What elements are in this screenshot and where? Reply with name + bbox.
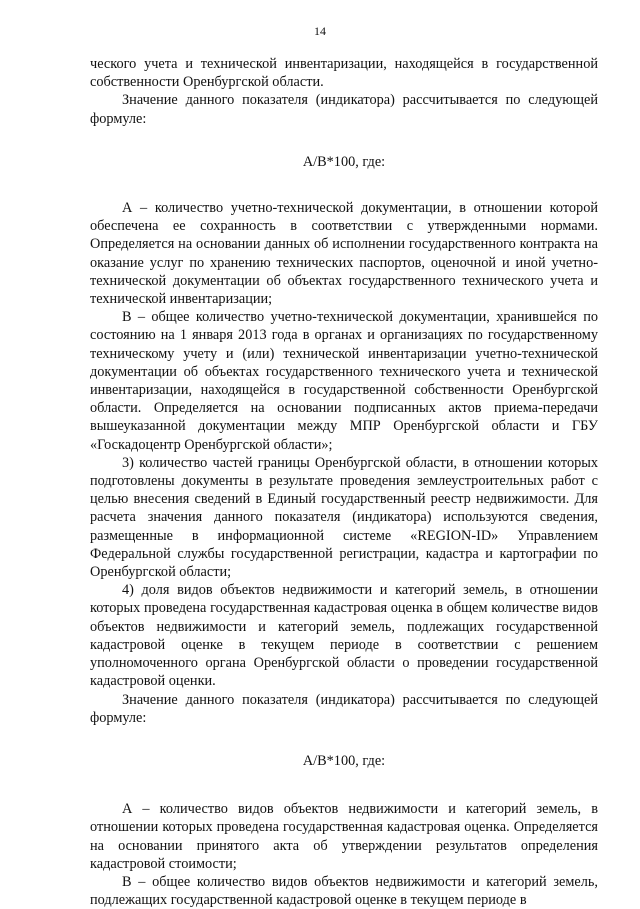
document-body bbox=[90, 55, 598, 909]
paragraph-definition-a-2: А – количество видов объектов недвижимости и категорий земель, в отношении которых проведена государственная кадастровая оценка. Определяется на основании принятого акта об утверждении результатов определения кадастровой стоимости; bbox=[90, 801, 598, 872]
paragraph-continuation: ческого учета и технической инвентаризации, находящейся в государственной собственности Оренбургской области. bbox=[90, 56, 598, 91]
paragraph-item-4: 4) доля видов объектов недвижимости и категорий земель, в отношении которых проведена государственная кадастровая оценка в общем количестве видов объектов недвижимости и категорий земель, подлежащих государственной кадастровой оценке в текущем периоде в соответствии с решением уполномоченного органа Оренбургской области о проведении государственной кадастровой оценки. bbox=[90, 582, 598, 690]
formula: А/В*100, где: bbox=[302, 153, 386, 170]
paragraph-definition-b: В – общее количество учетно-технической документации, хранившейся по состоянию на 1 января 2013 года в органах и организациях по государственному техническому учету и (или) технической инвентаризации учетно-технической документации об объектах государственного технического учета и технической инвентаризации, находящейся в государственной собственности Оренбургской области. Определяется на основании подписанных актов приема-передачи вышеуказанной документации между МПР Оренбургской области и ГБУ «Госкадоцентр Оренбургской области»; bbox=[90, 309, 598, 453]
paragraph-formula-intro-2: Значение данного показателя (индикатора) рассчитывается по следующей формуле: bbox=[90, 691, 598, 726]
paragraph-definition-a: А – количество учетно-технической документации, в отношении которой обеспечена ее сохранность в соответствии с утвержденными нормами. Определяется на основании данных об исполнении государственного контракта на оказание услуг по хранению технических паспортов, оценочной и иной учетно-технической документации об объектах государственного технического учета и технической инвентаризации; bbox=[90, 200, 598, 308]
paragraph-formula-intro: Значение данного показателя (индикатора) рассчитывается по следующей формуле: bbox=[90, 92, 598, 127]
paragraph-definition-b-2: В – общее количество видов объектов недвижимости и категорий земель, подлежащих государственной кадастровой оценке в текущем периоде в bbox=[90, 873, 598, 909]
formula-2: А/В*100, где: bbox=[302, 752, 386, 769]
page-number: 14 bbox=[314, 24, 326, 38]
paragraph-item-3: 3) количество частей границы Оренбургской области, в отношении которых подготовлены документы в результате проведения землеустроительных работ с целью внесения сведений в Единый государственный реестр недвижимости. Для расчета значения данного показателя (индикатора) используются сведения, размещенные в информационной системе «REGION-ID» Управлением Федеральной службы государственной регистрации, кадастра и картографии по Оренбургской области; bbox=[90, 454, 598, 581]
